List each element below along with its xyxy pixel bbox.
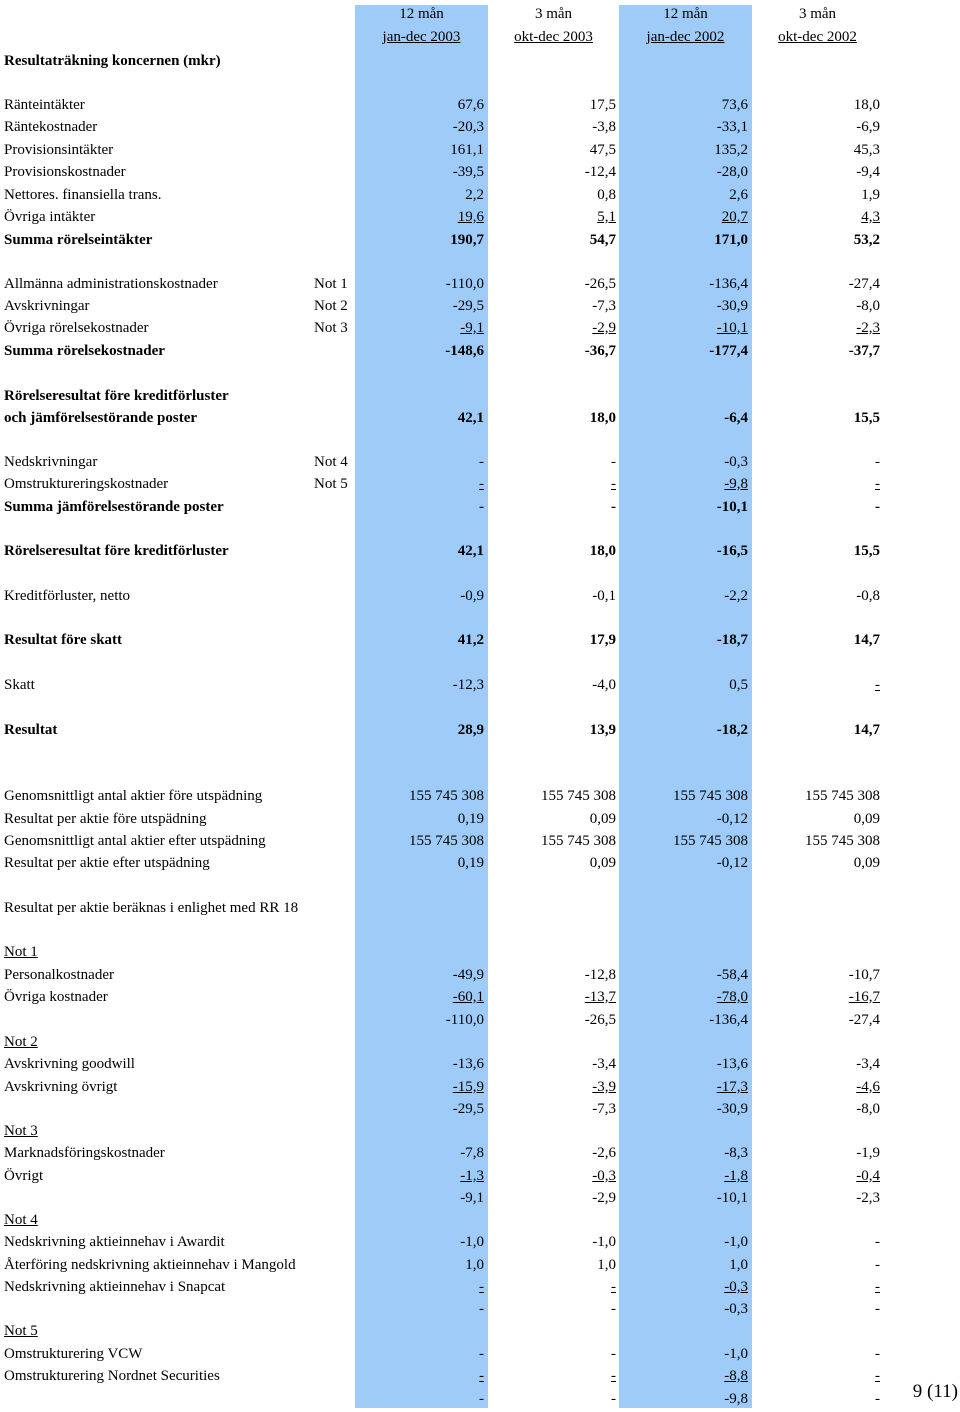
value-cell: -0,12 [716,811,748,827]
value-cell: -26,5 [584,276,616,292]
value-cell: - [875,476,880,492]
table-row [0,1188,960,1208]
row-label: Marknadsföringskostnader [4,1145,165,1161]
value-cell: -2,9 [592,1190,616,1206]
row-label: Omstrukturering Nordnet Securities [4,1368,220,1384]
value-cell: -0,8 [856,588,880,604]
table-row [0,898,960,918]
row-label: Not 5 [4,1323,38,1339]
value-cell: -2,2 [724,588,748,604]
table-row [0,1232,960,1252]
value-cell: - [611,476,616,492]
value-cell: -4,0 [592,677,616,693]
value-cell: -9,8 [724,1391,748,1407]
table-row [0,117,960,137]
value-cell: -30,9 [716,1101,748,1117]
table-row [0,1366,960,1386]
row-label: Skatt [4,677,35,693]
value-cell: 4,3 [861,209,880,225]
value-cell: -12,8 [584,967,616,983]
table-row [0,720,960,740]
value-cell: -110,0 [445,1012,484,1028]
value-cell: 171,0 [714,232,748,248]
value-cell: 155 745 308 [541,788,616,804]
page-number: 9 (11) [912,1381,958,1402]
value-cell: -6,9 [856,119,880,135]
value-cell: 17,9 [589,632,616,648]
table-row [0,809,960,829]
value-cell: -27,4 [848,276,880,292]
table-row [0,965,960,985]
table-row [0,1321,960,1341]
value-cell: - [479,454,484,470]
value-cell: -8,3 [724,1145,748,1161]
row-label: Avskrivningar [4,298,90,314]
table-row [0,1277,960,1297]
value-cell: -6,4 [724,410,748,426]
col-range-3: jan-dec 2002 [646,29,725,45]
row-label: Räntekostnader [4,119,98,135]
value-cell: 135,2 [714,142,748,158]
table-row [0,296,960,316]
value-cell: 155 745 308 [805,788,880,804]
row-label: Genomsnittligt antal aktier före utspädning [4,788,263,804]
value-cell: 17,5 [589,97,616,113]
value-cell: -3,4 [592,1056,616,1072]
table-row [0,140,960,160]
table-row [0,1210,960,1230]
value-cell: -60,1 [452,989,484,1005]
value-cell: -4,6 [856,1079,880,1095]
value-cell: 20,7 [721,209,748,225]
value-cell: 1,0 [465,1257,484,1273]
value-cell: -136,4 [709,276,748,292]
value-cell: 5,1 [597,209,616,225]
row-label: Rörelseresultat före kreditförluster [4,388,229,404]
table-row [0,1166,960,1186]
row-label: Resultat per aktie beräknas i enlighet med RR 18 [4,900,299,916]
value-cell: -0,4 [856,1168,880,1184]
table-row [0,274,960,294]
value-cell: -136,4 [709,1012,748,1028]
value-cell: 0,09 [589,855,616,871]
value-cell: 155 745 308 [673,788,748,804]
value-cell: -0,3 [724,1301,748,1317]
value-cell: -1,0 [724,1346,748,1362]
value-cell: -8,8 [724,1368,748,1384]
table-row [0,586,960,606]
value-cell: 15,5 [853,410,880,426]
value-cell: 47,5 [589,142,616,158]
value-cell: -28,0 [716,164,748,180]
table-title: Resultaträkning koncernen (mkr) [4,53,221,69]
table-row [0,341,960,361]
value-cell: 155 745 308 [409,833,484,849]
table-row [0,474,960,494]
value-cell: -3,4 [856,1056,880,1072]
value-cell: -17,3 [716,1079,748,1095]
col-period-3: 12 mån [663,6,708,22]
table-row [0,675,960,695]
value-cell: 0,09 [853,855,880,871]
value-cell: -7,3 [592,1101,616,1117]
row-label: Nedskrivning aktieinnehav i Awardit [4,1234,225,1250]
note-ref: Not 2 [314,298,348,314]
value-cell: 2,6 [729,187,748,203]
row-label: Övriga rörelsekostnader [4,320,149,336]
value-cell: -29,5 [452,298,484,314]
value-cell: - [875,1391,880,1407]
table-row [0,630,960,650]
col-range-2: okt-dec 2003 [514,29,593,45]
row-label: Omstruktureringskostnader [4,476,169,492]
value-cell: -0,3 [724,1279,748,1295]
value-cell: - [611,1346,616,1362]
value-cell: 0,19 [457,811,484,827]
row-label: Not 3 [4,1123,38,1139]
value-cell: -148,6 [445,343,484,359]
row-label: och jämförelsestörande poster [4,410,198,426]
value-cell: 1,0 [597,1257,616,1273]
table-row [0,1032,960,1052]
value-cell: -12,3 [452,677,484,693]
value-cell: 41,2 [457,632,484,648]
value-cell: -1,0 [460,1234,484,1250]
table-title-row [0,51,960,71]
value-cell: -37,7 [848,343,880,359]
value-cell: 13,9 [589,722,616,738]
note-ref: Not 3 [314,320,348,336]
value-cell: 67,6 [457,97,484,113]
row-label: Nedskrivning aktieinnehav i Snapcat [4,1279,226,1295]
value-cell: - [875,1368,880,1384]
row-label: Övrigt [4,1168,44,1184]
value-cell: -39,5 [452,164,484,180]
table-row [0,230,960,250]
value-cell: 18,0 [589,543,616,559]
value-cell: - [611,1368,616,1384]
value-cell: -1,9 [856,1145,880,1161]
value-cell: -0,3 [724,454,748,470]
value-cell: - [611,499,616,515]
value-cell: -18,7 [716,632,748,648]
value-cell: - [611,454,616,470]
table-row [0,1121,960,1141]
value-cell: -1,3 [460,1168,484,1184]
row-label: Provisionsintäkter [4,142,114,158]
value-cell: -33,1 [716,119,748,135]
value-cell: -13,7 [584,989,616,1005]
value-cell: -2,3 [856,1190,880,1206]
value-cell: -10,7 [848,967,880,983]
value-cell: -7,8 [460,1145,484,1161]
value-cell: 1,0 [729,1257,748,1273]
row-label: Övriga intäkter [4,209,96,225]
value-cell: - [875,1301,880,1317]
row-label: Genomsnittligt antal aktier efter utspädning [4,833,266,849]
value-cell: - [611,1301,616,1317]
table-row [0,318,960,338]
row-label: Resultat per aktie efter utspädning [4,855,210,871]
value-cell: 28,9 [457,722,484,738]
table-row [0,185,960,205]
table-row [0,1077,960,1097]
row-label: Summa rörelseintäkter [4,232,153,248]
value-cell: - [479,1301,484,1317]
value-cell: 161,1 [450,142,484,158]
table-row [0,1389,960,1409]
value-cell: -20,3 [452,119,484,135]
row-label: Resultat [4,722,58,738]
table-row [0,541,960,561]
value-cell: -0,3 [592,1168,616,1184]
value-cell: -8,0 [856,298,880,314]
value-cell: - [875,1346,880,1362]
value-cell: -29,5 [452,1101,484,1117]
col-period-1: 12 mån [399,6,444,22]
row-label: Övriga kostnader [4,989,108,1005]
row-label: Not 4 [4,1212,38,1228]
value-cell: -177,4 [709,343,748,359]
row-label: Not 1 [4,944,38,960]
value-cell: -16,5 [716,543,748,559]
row-label: Personalkostnader [4,967,114,983]
value-cell: -58,4 [716,967,748,983]
table-row [0,1299,960,1319]
value-cell: -49,9 [452,967,484,983]
value-cell: - [875,1234,880,1250]
note-ref: Not 5 [314,476,348,492]
table-row [0,942,960,962]
value-cell: -36,7 [584,343,616,359]
value-cell: - [875,454,880,470]
row-label: Avskrivning goodwill [4,1056,135,1072]
value-cell: -10,1 [716,499,748,515]
value-cell: 0,09 [853,811,880,827]
value-cell: - [479,499,484,515]
row-label: Summa jämförelsestörande poster [4,499,224,515]
value-cell: -9,1 [460,1190,484,1206]
col-range-4: okt-dec 2002 [778,29,857,45]
value-cell: -9,4 [856,164,880,180]
value-cell: - [611,1391,616,1407]
value-cell: -26,5 [584,1012,616,1028]
value-cell: 14,7 [853,632,880,648]
value-cell: - [479,1279,484,1295]
value-cell: - [875,1279,880,1295]
table-row [0,1255,960,1275]
value-cell: -0,1 [592,588,616,604]
value-cell: -110,0 [445,276,484,292]
value-cell: 0,8 [597,187,616,203]
row-label: Rörelseresultat före kreditförluster [4,543,229,559]
table-row [0,1054,960,1074]
row-label: Resultat per aktie före utspädning [4,811,207,827]
value-cell: -10,1 [716,1190,748,1206]
value-cell: - [611,1279,616,1295]
value-cell: -9,1 [460,320,484,336]
value-cell: 15,5 [853,543,880,559]
value-cell: -1,0 [592,1234,616,1250]
value-cell: - [479,476,484,492]
value-cell: 42,1 [457,410,484,426]
table-row [0,452,960,472]
value-cell: 42,1 [457,543,484,559]
value-cell: -15,9 [452,1079,484,1095]
table-row [0,831,960,851]
row-label: Ränteintäkter [4,97,85,113]
value-cell: 155 745 308 [541,833,616,849]
table-row [0,95,960,115]
value-cell: 1,9 [861,187,880,203]
value-cell: 54,7 [589,232,616,248]
value-cell: -2,9 [592,320,616,336]
value-cell: -0,12 [716,855,748,871]
value-cell: - [875,677,880,693]
table-row [0,1010,960,1030]
table-row [0,497,960,517]
col-range-1: jan-dec 2003 [382,29,461,45]
row-label: Not 2 [4,1034,38,1050]
table-row [0,1143,960,1163]
row-label: Nedskrivningar [4,454,98,470]
value-cell: -13,6 [716,1056,748,1072]
value-cell: 73,6 [721,97,748,113]
value-cell: 18,0 [589,410,616,426]
value-cell: 53,2 [853,232,880,248]
table-row [0,987,960,1007]
value-cell: 2,2 [465,187,484,203]
value-cell: - [479,1346,484,1362]
value-cell: -10,1 [716,320,748,336]
row-label: Återföring nedskrivning aktieinnehav i Mangold [4,1257,296,1273]
value-cell: -9,8 [724,476,748,492]
row-label: Nettores. finansiella trans. [4,187,162,203]
value-cell: -16,7 [848,989,880,1005]
value-cell: -1,0 [724,1234,748,1250]
value-cell: -30,9 [716,298,748,314]
table-row [0,853,960,873]
table-row [0,1099,960,1119]
value-cell: -13,6 [452,1056,484,1072]
value-cell: -7,3 [592,298,616,314]
value-cell: -8,0 [856,1101,880,1117]
value-cell: -1,8 [724,1168,748,1184]
value-cell: -78,0 [716,989,748,1005]
value-cell: 155 745 308 [805,833,880,849]
value-cell: -2,6 [592,1145,616,1161]
value-cell: -12,4 [584,164,616,180]
value-cell: -3,8 [592,119,616,135]
note-ref: Not 1 [314,276,348,292]
row-label: Omstrukturering VCW [4,1346,143,1362]
row-label: Resultat före skatt [4,632,123,648]
value-cell: - [479,1391,484,1407]
value-cell: -18,2 [716,722,748,738]
table-row [0,207,960,227]
value-cell: 0,09 [589,811,616,827]
row-label: Kreditförluster, netto [4,588,131,604]
table-row [0,386,960,406]
col-period-2: 3 mån [534,6,573,22]
table-row [0,786,960,806]
value-cell: -27,4 [848,1012,880,1028]
value-cell: 19,6 [457,209,484,225]
table-row [0,408,960,428]
value-cell: 190,7 [450,232,484,248]
row-label: Provisionskostnader [4,164,126,180]
value-cell: - [479,1368,484,1384]
value-cell: 45,3 [853,142,880,158]
col-period-4: 3 mån [798,6,837,22]
value-cell: - [875,499,880,515]
value-cell: 0,5 [729,677,748,693]
table-row [0,162,960,182]
value-cell: -2,3 [856,320,880,336]
value-cell: - [875,1257,880,1273]
value-cell: 18,0 [853,97,880,113]
value-cell: 14,7 [853,722,880,738]
value-cell: -0,9 [460,588,484,604]
table-row [0,1344,960,1364]
row-label: Allmänna administrationskostnader [4,276,218,292]
value-cell: 0,19 [457,855,484,871]
row-label: Avskrivning övrigt [4,1079,118,1095]
value-cell: 155 745 308 [673,833,748,849]
value-cell: -3,9 [592,1079,616,1095]
value-cell: 155 745 308 [409,788,484,804]
note-ref: Not 4 [314,454,348,470]
row-label: Summa rörelsekostnader [4,343,165,359]
